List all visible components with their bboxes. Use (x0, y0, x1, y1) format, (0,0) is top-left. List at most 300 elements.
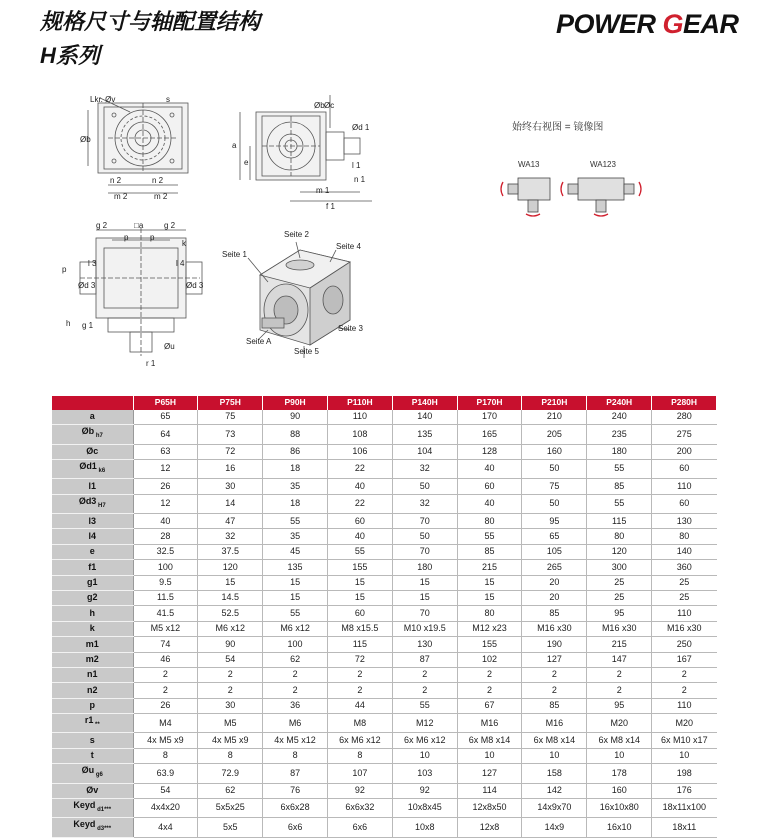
table-cell: 2 (198, 683, 263, 698)
row-label: Øv (86, 784, 99, 795)
label-m1: m 1 (316, 186, 330, 195)
table-cell: 8 (263, 748, 328, 763)
table-cell: 2 (392, 667, 457, 682)
table-cell: 55 (392, 698, 457, 713)
table-cell: 2 (198, 667, 263, 682)
label-h: h (66, 319, 71, 328)
column-header: P75H (198, 396, 263, 410)
table-cell: M20 (652, 714, 717, 733)
table-cell: 85 (587, 479, 652, 494)
row-header (52, 698, 133, 713)
table-cell: 41.5 (133, 606, 198, 621)
table-cell: 20 (522, 575, 587, 590)
table-row (52, 560, 717, 575)
table-cell: 15 (327, 591, 392, 606)
label-n2-left: n 2 (110, 176, 122, 185)
table-cell: 86 (263, 444, 328, 459)
table-cell: 142 (522, 783, 587, 798)
table-cell: 44 (327, 698, 392, 713)
table-cell: 85 (457, 544, 522, 559)
table-cell: 55 (327, 544, 392, 559)
header-corner (52, 396, 133, 410)
page-title: 规格尺寸与轴配置结构 (40, 9, 261, 34)
table-cell: 4x M5 x12 (263, 733, 328, 748)
table-cell: 103 (392, 764, 457, 783)
table-row (52, 479, 717, 494)
row-header (52, 798, 133, 817)
brand-power: POWER (556, 9, 656, 39)
table-cell: 12x8x50 (457, 798, 522, 817)
table-cell: 60 (652, 494, 717, 513)
table-cell: 12 (133, 460, 198, 479)
table-cell: 30 (198, 479, 263, 494)
table-cell: 50 (392, 529, 457, 544)
brand-g: G (662, 9, 684, 39)
row-label-sub: ** (93, 721, 100, 728)
table-cell: 40 (327, 529, 392, 544)
table-cell: 15 (392, 591, 457, 606)
row-header (52, 410, 133, 425)
label-r1: r 1 (146, 359, 156, 368)
table-cell: M16 (457, 714, 522, 733)
row-header (52, 560, 133, 575)
table-cell: 6x6 (263, 818, 328, 837)
row-header (52, 444, 133, 459)
row-label: h (89, 607, 95, 618)
table-cell: 6x M8 x14 (587, 733, 652, 748)
table-cell: 110 (652, 606, 717, 621)
label-g2-right: g 2 (164, 221, 176, 230)
table-cell: 12x8 (457, 818, 522, 837)
table-cell: 75 (522, 479, 587, 494)
table-cell: 5x5x25 (198, 798, 263, 817)
table-cell: M16 x30 (522, 621, 587, 636)
table-row (52, 575, 717, 590)
table-cell: 280 (652, 410, 717, 425)
label-lkr: Lkr. Øv (90, 95, 116, 104)
row-label: t (90, 750, 94, 761)
label-seite5: Seite 5 (294, 347, 319, 356)
table-cell: 20 (522, 591, 587, 606)
row-label: s (89, 734, 95, 745)
table-cell: 40 (457, 460, 522, 479)
table-cell: 8 (327, 748, 392, 763)
table-cell: 26 (133, 479, 198, 494)
table-cell: 90 (198, 637, 263, 652)
table-cell: 14.5 (198, 591, 263, 606)
table-cell: 200 (652, 444, 717, 459)
label-box-a: □a (134, 221, 144, 230)
table-cell: 63 (133, 444, 198, 459)
table-cell: 55 (263, 514, 328, 529)
row-header (52, 621, 133, 636)
row-label-sub: d3*** (95, 826, 112, 832)
table-row (52, 460, 717, 479)
front-view (88, 98, 188, 193)
table-row (52, 425, 717, 444)
table-cell: 55 (263, 606, 328, 621)
column-header: P210H (522, 396, 587, 410)
label-a: a (232, 141, 237, 150)
table-cell: 178 (587, 764, 652, 783)
table-cell: 2 (327, 667, 392, 682)
table-cell: 60 (327, 606, 392, 621)
row-label: Øu (81, 765, 95, 776)
table-cell: 50 (392, 479, 457, 494)
table-row (52, 494, 717, 513)
table-cell: 22 (327, 494, 392, 513)
table-cell: 72 (327, 652, 392, 667)
table-row (52, 637, 717, 652)
table-cell: 4x4x20 (133, 798, 198, 817)
table-cell: 106 (327, 444, 392, 459)
row-header (52, 591, 133, 606)
label-n2-right: n 2 (152, 176, 164, 185)
table-row (52, 591, 717, 606)
row-label: r1 (84, 715, 94, 726)
table-cell: 32.5 (133, 544, 198, 559)
table-cell: 105 (522, 544, 587, 559)
table-cell: 37.5 (198, 544, 263, 559)
table-cell: 100 (263, 637, 328, 652)
table-row (52, 748, 717, 763)
table-cell: 55 (587, 460, 652, 479)
table-row (52, 529, 717, 544)
table-cell: 2 (133, 683, 198, 698)
table-cell: 127 (457, 764, 522, 783)
table-cell: 167 (652, 652, 717, 667)
table-cell: 110 (652, 479, 717, 494)
table-cell: 54 (198, 652, 263, 667)
table-cell: 62 (198, 783, 263, 798)
table-cell: 32 (392, 460, 457, 479)
table-cell: 108 (327, 425, 392, 444)
table-cell: 5x5 (198, 818, 263, 837)
label-seite4: Seite 4 (336, 242, 361, 251)
row-label: n1 (86, 669, 98, 680)
table-cell: M16 (522, 714, 587, 733)
column-header: P140H (392, 396, 457, 410)
table-cell: 9.5 (133, 575, 198, 590)
table-cell: 40 (327, 479, 392, 494)
table-cell: M5 x12 (133, 621, 198, 636)
table-row (52, 444, 717, 459)
row-label: l1 (88, 480, 96, 491)
column-header: P90H (263, 396, 328, 410)
table-cell: M10 x19.5 (392, 621, 457, 636)
table-cell: 114 (457, 783, 522, 798)
table-cell: 18 (263, 460, 328, 479)
wa13-label: WA13 (518, 160, 540, 169)
table-cell: 14x9x70 (522, 798, 587, 817)
table-cell: 32 (392, 494, 457, 513)
table-cell: 158 (522, 764, 587, 783)
table-cell: 64 (133, 425, 198, 444)
table-cell: 80 (652, 529, 717, 544)
mirror-views (501, 178, 641, 216)
table-cell: 18 (263, 494, 328, 513)
table-cell: 2 (457, 667, 522, 682)
table-cell: 47 (198, 514, 263, 529)
table-cell: 240 (587, 410, 652, 425)
table-row (52, 667, 717, 682)
label-oc: Øc (324, 101, 335, 110)
table-cell: 60 (652, 460, 717, 479)
table-cell: 104 (392, 444, 457, 459)
table-cell: 22 (327, 460, 392, 479)
table-cell: 52.5 (198, 606, 263, 621)
table-cell: 87 (392, 652, 457, 667)
table-cell: 18x11x100 (652, 798, 717, 817)
table-cell: M4 (133, 714, 198, 733)
label-seiteA: Seite A (246, 337, 272, 346)
table-row (52, 652, 717, 667)
table-cell: 180 (587, 444, 652, 459)
table-cell: 215 (587, 637, 652, 652)
table-cell: 15 (392, 575, 457, 590)
table-cell: 2 (587, 667, 652, 682)
row-label: g2 (86, 592, 98, 603)
table-cell: 36 (263, 698, 328, 713)
row-header (52, 783, 133, 798)
table-cell: 265 (522, 560, 587, 575)
table-cell: 92 (392, 783, 457, 798)
table-cell: M6 x12 (263, 621, 328, 636)
table-cell: 360 (652, 560, 717, 575)
table-cell: 2 (392, 683, 457, 698)
table-cell: 10x8 (392, 818, 457, 837)
table-cell: 62 (263, 652, 328, 667)
row-header (52, 637, 133, 652)
row-label: l3 (88, 515, 96, 526)
table-cell: 140 (652, 544, 717, 559)
table-cell: 80 (587, 529, 652, 544)
table-cell: 60 (327, 514, 392, 529)
table-row (52, 544, 717, 559)
table-cell: 102 (457, 652, 522, 667)
table-cell: 160 (587, 783, 652, 798)
row-label: g1 (86, 577, 98, 588)
table-cell: 80 (457, 606, 522, 621)
table-cell: 4x M5 x9 (133, 733, 198, 748)
table-cell: 16x10x80 (587, 798, 652, 817)
table-row (52, 621, 717, 636)
table-cell: 205 (522, 425, 587, 444)
table-cell: 8 (198, 748, 263, 763)
table-cell: 95 (522, 514, 587, 529)
table-cell: 95 (587, 606, 652, 621)
table-cell: 155 (457, 637, 522, 652)
table-cell: 76 (263, 783, 328, 798)
table-cell: 46 (133, 652, 198, 667)
table-cell: 2 (587, 683, 652, 698)
table-cell: M12 x23 (457, 621, 522, 636)
table-cell: 70 (392, 606, 457, 621)
label-l1: l 1 (352, 161, 361, 170)
label-ob-side: Øb (314, 101, 325, 110)
table-cell: M8 x15.5 (327, 621, 392, 636)
table-cell: 4x4 (133, 818, 198, 837)
table-row (52, 818, 717, 837)
wa13-view (501, 178, 550, 216)
label-e: e (244, 158, 249, 167)
label-l3: l 3 (88, 259, 97, 268)
row-header (52, 479, 133, 494)
table-cell: 18x11 (652, 818, 717, 837)
table-cell: 2 (327, 683, 392, 698)
row-header (52, 544, 133, 559)
label-seite2: Seite 2 (284, 230, 309, 239)
table-cell: 235 (587, 425, 652, 444)
page-subtitle: H系列 (40, 43, 100, 68)
table-cell: 15 (263, 575, 328, 590)
row-header (52, 748, 133, 763)
row-label: f1 (88, 561, 97, 572)
row-label: Keyd (73, 819, 96, 830)
table-cell: 70 (392, 514, 457, 529)
label-f1: f 1 (326, 202, 335, 211)
table-cell: 10 (457, 748, 522, 763)
table-cell: 147 (587, 652, 652, 667)
table-cell: 115 (587, 514, 652, 529)
table-cell: 35 (263, 529, 328, 544)
table-cell: 127 (522, 652, 587, 667)
table-row (52, 733, 717, 748)
label-od1: Ød 1 (352, 123, 370, 132)
table-cell: 6x M10 x17 (652, 733, 717, 748)
table-cell: 165 (457, 425, 522, 444)
table-cell: 25 (587, 575, 652, 590)
table-cell: 180 (392, 560, 457, 575)
table-cell: 10 (587, 748, 652, 763)
table-cell: 198 (652, 764, 717, 783)
table-cell: 2 (652, 683, 717, 698)
label-seite1: Seite 1 (222, 250, 247, 259)
row-label-sub: d1*** (95, 806, 112, 813)
table-cell: 2 (522, 667, 587, 682)
table-cell: 190 (522, 637, 587, 652)
table-cell: 6x6 (327, 818, 392, 837)
table-cell: 2 (522, 683, 587, 698)
wa123-label: WA123 (590, 160, 616, 169)
column-header: P280H (652, 396, 717, 410)
table-cell: 55 (457, 529, 522, 544)
column-header: P110H (327, 396, 392, 410)
table-cell: 74 (133, 637, 198, 652)
wa123-view (561, 178, 641, 216)
label-p-vert: p (62, 265, 67, 274)
table-cell: 25 (652, 575, 717, 590)
table-cell: 2 (263, 683, 328, 698)
spec-body (52, 410, 717, 837)
table-cell: 75 (198, 410, 263, 425)
table-cell: 92 (327, 783, 392, 798)
table-cell: M20 (587, 714, 652, 733)
table-cell: 115 (327, 637, 392, 652)
row-label: m1 (85, 638, 99, 649)
row-label-sub: k6 (96, 467, 106, 474)
row-label: m2 (85, 654, 99, 665)
label-ou: Øu (164, 342, 175, 351)
row-header (52, 575, 133, 590)
table-cell: 15 (327, 575, 392, 590)
table-cell: M5 (198, 714, 263, 733)
label-m2-right: m 2 (154, 192, 168, 201)
label-p-left: p (124, 233, 129, 242)
table-cell: 14 (198, 494, 263, 513)
table-cell: 65 (522, 529, 587, 544)
table-row (52, 714, 717, 733)
label-s: s (166, 95, 170, 104)
row-label-sub: h7 (94, 433, 103, 440)
label-p-right: p (150, 233, 155, 242)
label-ob-front: Øb (80, 135, 91, 144)
technical-drawings (0, 0, 762, 390)
table-cell: 140 (392, 410, 457, 425)
table-cell: 160 (522, 444, 587, 459)
row-header (52, 818, 133, 837)
table-row (52, 783, 717, 798)
table-cell: 6x6x28 (263, 798, 328, 817)
label-g1: g 1 (82, 321, 94, 330)
row-label: e (89, 546, 95, 557)
table-cell: 16x10 (587, 818, 652, 837)
table-cell: 120 (587, 544, 652, 559)
table-cell: 80 (457, 514, 522, 529)
table-row (52, 514, 717, 529)
table-cell: 275 (652, 425, 717, 444)
table-cell: 6x M8 x14 (522, 733, 587, 748)
table-row (52, 683, 717, 698)
table-cell: 6x M6 x12 (327, 733, 392, 748)
table-cell: 10 (392, 748, 457, 763)
table-cell: 90 (263, 410, 328, 425)
row-header (52, 606, 133, 621)
table-cell: 73 (198, 425, 263, 444)
table-cell: 67 (457, 698, 522, 713)
row-header (52, 764, 133, 783)
brand-ear: EAR (683, 9, 739, 39)
table-cell: 72 (198, 444, 263, 459)
table-cell: 6x6x32 (327, 798, 392, 817)
row-label: Øc (86, 446, 99, 457)
table-cell: 95 (587, 698, 652, 713)
label-l4: l 4 (176, 259, 185, 268)
table-cell: 14x9 (522, 818, 587, 837)
table-cell: 87 (263, 764, 328, 783)
table-cell: 15 (198, 575, 263, 590)
table-cell: 8 (133, 748, 198, 763)
table-cell: 72.9 (198, 764, 263, 783)
table-cell: 155 (327, 560, 392, 575)
table-row (52, 764, 717, 783)
row-header (52, 460, 133, 479)
mirror-note: 始终右视图 = 镜像图 (512, 122, 604, 133)
table-cell: 15 (457, 591, 522, 606)
row-header (52, 494, 133, 513)
row-label-sub: H7 (96, 502, 106, 509)
table-cell: 4x M5 x9 (198, 733, 263, 748)
row-header (52, 514, 133, 529)
table-cell: M8 (327, 714, 392, 733)
label-n1: n 1 (354, 175, 366, 184)
row-label: Øb (81, 426, 95, 437)
table-cell: 130 (652, 514, 717, 529)
row-label: p (89, 700, 95, 711)
table-cell: 35 (263, 479, 328, 494)
table-cell: 11.5 (133, 591, 198, 606)
row-label: a (89, 411, 95, 422)
